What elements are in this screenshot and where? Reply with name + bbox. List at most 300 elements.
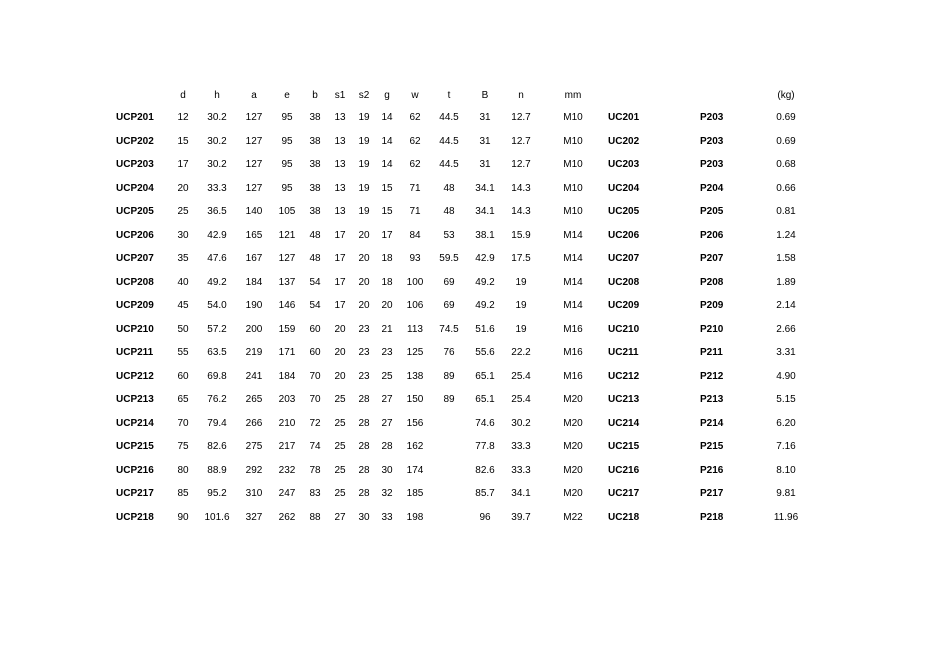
table-cell: M20 [563, 394, 583, 406]
housing-cell: P217 [700, 488, 724, 500]
table-cell: 74.6 [475, 417, 495, 429]
table-cell: 30.2 [207, 159, 227, 171]
table-cell: 30.2 [511, 417, 531, 429]
table-cell: 106 [406, 300, 424, 312]
table-cell: 19 [515, 300, 527, 312]
table-cell: 74.5 [439, 323, 459, 335]
table-cell: 95 [281, 159, 293, 171]
table-cell: 19 [358, 112, 370, 124]
model-cell: UCP201 [116, 112, 154, 124]
table-cell: 19 [358, 135, 370, 147]
table-cell: 0.68 [776, 159, 796, 171]
table-cell: 71 [409, 206, 421, 218]
insert-cell: UC211 [608, 347, 639, 359]
housing-cell: P212 [700, 370, 724, 382]
table-cell: 89 [443, 370, 455, 382]
table-cell: 1.24 [776, 229, 796, 241]
model-cell: UCP207 [116, 253, 154, 265]
table-cell: 14 [381, 159, 393, 171]
table-cell: 28 [358, 417, 370, 429]
table-cell: 38 [309, 206, 321, 218]
table-cell: 53 [443, 229, 455, 241]
table-cell [432, 412, 466, 436]
model-cell: UCP215 [116, 441, 154, 453]
table-cell: 11.96 [773, 511, 799, 523]
housing-cell: P203 [700, 135, 724, 147]
table-cell: 15 [381, 206, 393, 218]
table-cell: 23 [358, 347, 370, 359]
column-header: g [384, 89, 390, 101]
table-cell: 14.3 [511, 206, 531, 218]
table-cell: 35 [177, 253, 189, 265]
table-cell: 23 [358, 370, 370, 382]
insert-cell: UC207 [608, 253, 640, 265]
model-cell: UCP205 [116, 206, 154, 218]
table-cell: 85.7 [475, 488, 495, 500]
table-cell: 138 [406, 370, 424, 382]
model-cell: UCP209 [116, 300, 154, 312]
table-cell: 167 [245, 253, 263, 265]
table-cell: 219 [245, 347, 263, 359]
table-cell: 71 [409, 182, 421, 194]
table-cell: 198 [406, 511, 424, 523]
table-cell [432, 506, 466, 530]
housing-cell: P203 [700, 159, 724, 171]
table-cell: 25 [334, 417, 346, 429]
table-cell: 27 [334, 511, 346, 523]
table-cell: 62 [409, 159, 421, 171]
table-cell: 38 [309, 182, 321, 194]
table-cell: 47.6 [207, 253, 227, 265]
model-cell: UCP217 [116, 488, 154, 500]
table-cell: 2.14 [776, 300, 796, 312]
table-cell: 32 [381, 488, 393, 500]
table-cell: 266 [245, 417, 263, 429]
table-cell: 93 [409, 253, 421, 265]
insert-cell: UC201 [608, 112, 640, 124]
table-cell: 54 [309, 300, 321, 312]
housing-cell: P213 [700, 394, 724, 406]
table-cell: 38 [309, 112, 321, 124]
column-header: e [284, 89, 290, 101]
table-cell: 28 [358, 394, 370, 406]
table-cell: 19 [358, 206, 370, 218]
table-cell: 50 [177, 323, 189, 335]
housing-cell: P214 [700, 417, 724, 429]
table-cell: 33.3 [511, 441, 531, 453]
table-cell: 20 [358, 276, 370, 288]
table-cell: 27 [381, 417, 393, 429]
table-cell: 17 [177, 159, 189, 171]
table-cell: 69 [443, 300, 455, 312]
table-cell: 200 [245, 323, 263, 335]
table-cell: 95.2 [207, 488, 227, 500]
housing-cell: P204 [700, 182, 724, 194]
table-row [116, 271, 814, 295]
table-cell: 217 [278, 441, 296, 453]
table-cell: 65 [177, 394, 189, 406]
column-header [700, 84, 758, 106]
table-cell: M20 [563, 488, 583, 500]
table-cell: 89 [443, 394, 455, 406]
table-cell: 76 [443, 347, 455, 359]
table-cell: M10 [563, 135, 583, 147]
table-header-row [116, 84, 814, 106]
table-cell: 33.3 [207, 182, 227, 194]
model-cell: UCP202 [116, 135, 154, 147]
table-cell: 14 [381, 112, 393, 124]
insert-cell: UC205 [608, 206, 640, 218]
table-cell: 54.0 [207, 300, 227, 312]
table-cell: 54 [309, 276, 321, 288]
table-cell: 31 [479, 159, 491, 171]
table-cell: 75 [177, 441, 189, 453]
table-cell: 90 [177, 511, 189, 523]
table-row [116, 459, 814, 483]
table-cell: 4.90 [776, 370, 796, 382]
table-cell: 13 [334, 135, 346, 147]
table-cell: 88 [309, 511, 321, 523]
housing-cell: P209 [700, 300, 724, 312]
table-cell: 25.4 [511, 370, 531, 382]
table-cell: 0.66 [776, 182, 796, 194]
table-cell: 310 [245, 488, 263, 500]
table-row [116, 318, 814, 342]
insert-cell: UC216 [608, 464, 640, 476]
table-row [116, 341, 814, 365]
table-cell: 25 [334, 441, 346, 453]
table-cell: 12.7 [511, 159, 531, 171]
column-header: (kg) [777, 89, 795, 101]
table-cell: 17 [334, 253, 346, 265]
model-cell: UCP203 [116, 159, 154, 171]
table-cell: 48 [443, 182, 455, 194]
table-cell [432, 459, 466, 483]
table-cell: 45 [177, 300, 189, 312]
table-cell: 15 [381, 182, 393, 194]
table-cell: 127 [245, 159, 263, 171]
table-cell: 18 [381, 276, 393, 288]
table-cell: 48 [309, 229, 321, 241]
model-cell: UCP208 [116, 276, 154, 288]
table-cell: 19 [358, 159, 370, 171]
model-cell: UCP216 [116, 464, 154, 476]
table-cell: 70 [177, 417, 189, 429]
table-cell: 30 [381, 464, 393, 476]
table-row [116, 412, 814, 436]
table-cell: 80 [177, 464, 189, 476]
insert-cell: UC214 [608, 417, 640, 429]
table-cell: 210 [278, 417, 296, 429]
table-cell: 23 [381, 347, 393, 359]
table-cell: 79.4 [207, 417, 227, 429]
table-cell: 28 [358, 464, 370, 476]
table-cell: 265 [245, 394, 263, 406]
table-cell: 59.5 [439, 253, 459, 265]
table-cell: 0.81 [776, 206, 796, 218]
table-cell: M14 [563, 229, 583, 241]
model-cell: UCP204 [116, 182, 154, 194]
table-cell: 19 [358, 182, 370, 194]
table-cell: 42.9 [475, 253, 495, 265]
table-cell: 20 [381, 300, 393, 312]
table-cell: 28 [381, 441, 393, 453]
table-cell: 20 [358, 253, 370, 265]
table-cell: 88.9 [207, 464, 227, 476]
housing-cell: P215 [700, 441, 724, 453]
table-cell: 20 [334, 347, 346, 359]
table-cell: 31 [479, 135, 491, 147]
table-cell: 12.7 [511, 135, 531, 147]
table-cell: 96 [479, 511, 491, 523]
table-cell: 127 [278, 253, 296, 265]
insert-cell: UC210 [608, 323, 640, 335]
insert-cell: UC213 [608, 394, 640, 406]
table-cell: 9.81 [776, 488, 796, 500]
table-cell: 8.10 [776, 464, 796, 476]
table-cell: 31 [479, 112, 491, 124]
table-cell: 44.5 [439, 135, 459, 147]
table-cell: 84 [409, 229, 421, 241]
table-cell: 38.1 [475, 229, 495, 241]
table-cell: 171 [278, 347, 296, 359]
table-cell: 0.69 [776, 135, 796, 147]
table-cell: 203 [278, 394, 296, 406]
table-cell: 28 [358, 488, 370, 500]
column-header: t [447, 89, 451, 101]
table-cell: 25 [381, 370, 393, 382]
table-cell: 113 [407, 323, 423, 335]
table-cell: 62 [409, 112, 421, 124]
table-cell: 174 [406, 464, 424, 476]
table-cell: 38 [309, 135, 321, 147]
table-cell: 18 [381, 253, 393, 265]
table-cell: 34.1 [475, 206, 495, 218]
table-cell: M16 [563, 370, 583, 382]
table-cell: M14 [563, 253, 583, 265]
table-cell: 125 [406, 347, 424, 359]
column-header: w [411, 89, 419, 101]
table-cell: 85 [177, 488, 189, 500]
table-cell: 49.2 [475, 276, 495, 288]
table-cell: 185 [406, 488, 424, 500]
table-cell: 6.20 [776, 417, 796, 429]
table-cell: 262 [278, 511, 296, 523]
model-cell: UCP218 [116, 511, 154, 523]
table-cell: 28 [358, 441, 370, 453]
housing-cell: P210 [700, 323, 724, 335]
insert-cell: UC206 [608, 229, 640, 241]
table-cell: 19 [515, 276, 527, 288]
table-cell: 63.5 [207, 347, 227, 359]
table-cell: 17 [334, 300, 346, 312]
table-cell: 39.7 [511, 511, 531, 523]
table-cell: 140 [245, 206, 263, 218]
table-cell: 121 [278, 229, 296, 241]
table-row [116, 153, 814, 177]
table-cell: 327 [245, 511, 263, 523]
table-cell: 20 [358, 300, 370, 312]
table-cell: 25 [334, 394, 346, 406]
table-cell [432, 482, 466, 506]
table-cell: 241 [245, 370, 263, 382]
model-cell: UCP206 [116, 229, 154, 241]
table-cell: 36.5 [207, 206, 227, 218]
column-header [116, 84, 168, 106]
table-cell: 184 [278, 370, 296, 382]
table-row [116, 506, 814, 530]
table-cell: 27 [381, 394, 393, 406]
table-cell: 30.2 [207, 112, 227, 124]
table-cell: 95 [281, 182, 293, 194]
table-cell: 48 [443, 206, 455, 218]
model-cell: UCP210 [116, 323, 154, 335]
table-cell: 13 [334, 159, 346, 171]
table-cell: 70 [309, 394, 321, 406]
table-cell: 14 [381, 135, 393, 147]
table-cell: M16 [563, 347, 583, 359]
table-cell: 101.6 [204, 511, 230, 523]
table-cell: 17 [381, 229, 393, 241]
table-cell: 25 [177, 206, 189, 218]
table-cell: 72 [309, 417, 321, 429]
table-cell: 23 [358, 323, 370, 335]
column-header: b [312, 89, 318, 101]
table-cell: 184 [245, 276, 263, 288]
insert-cell: UC217 [608, 488, 640, 500]
table-cell: 12.7 [511, 112, 531, 124]
table-row [116, 482, 814, 506]
table-cell: 65.1 [475, 370, 495, 382]
table-cell: M14 [563, 300, 583, 312]
table-row [116, 388, 814, 412]
table-cell: 20 [177, 182, 189, 194]
table-cell: 60 [177, 370, 189, 382]
table-cell [432, 435, 466, 459]
column-header: d [180, 89, 186, 101]
column-header [608, 84, 700, 106]
table-cell: 0.69 [776, 112, 796, 124]
table-cell: 62 [409, 135, 421, 147]
table-cell: M22 [563, 511, 583, 523]
table-cell: 127 [245, 182, 263, 194]
insert-cell: UC212 [608, 370, 640, 382]
table-cell: 137 [278, 276, 296, 288]
table-cell: 162 [406, 441, 424, 453]
housing-cell: P211 [700, 347, 723, 359]
table-cell: 25 [334, 488, 346, 500]
table-cell: 40 [177, 276, 189, 288]
model-cell: UCP213 [116, 394, 154, 406]
column-header: B [481, 89, 489, 101]
table-cell: 13 [334, 112, 346, 124]
table-cell: M20 [563, 464, 583, 476]
bearing-spec-table [116, 84, 814, 529]
table-cell: 34.1 [475, 182, 495, 194]
table-cell: 55 [177, 347, 189, 359]
table-cell: M20 [563, 417, 583, 429]
model-cell: UCP212 [116, 370, 154, 382]
table-cell: 83 [309, 488, 321, 500]
table-cell: 100 [406, 276, 424, 288]
table-cell: 156 [406, 417, 424, 429]
table-cell: 1.89 [776, 276, 796, 288]
table-cell: 232 [278, 464, 296, 476]
table-cell: 17 [334, 276, 346, 288]
table-cell: 44.5 [439, 112, 459, 124]
table-cell: 33 [381, 511, 393, 523]
table-cell: 69.8 [207, 370, 227, 382]
table-cell: M10 [563, 159, 583, 171]
insert-cell: UC204 [608, 182, 640, 194]
table-cell: M20 [563, 441, 583, 453]
column-header: s1 [334, 89, 346, 101]
insert-cell: UC202 [608, 135, 640, 147]
table-cell: 159 [278, 323, 296, 335]
table-cell: 7.16 [776, 441, 796, 453]
table-cell: 78 [309, 464, 321, 476]
table-cell: 38 [309, 159, 321, 171]
table-row [116, 247, 814, 271]
table-cell: 95 [281, 112, 293, 124]
table-cell: 82.6 [207, 441, 227, 453]
table-cell: 13 [334, 182, 346, 194]
table-cell: M16 [563, 323, 583, 335]
table-cell: 19 [515, 323, 527, 335]
table-cell: 74 [309, 441, 321, 453]
insert-cell: UC215 [608, 441, 640, 453]
table-cell: 13 [334, 206, 346, 218]
table-cell: 3.31 [776, 347, 796, 359]
column-header: n [518, 89, 524, 101]
table-cell: 15 [177, 135, 189, 147]
table-cell: 127 [245, 112, 263, 124]
table-cell: 60 [309, 347, 321, 359]
table-cell: 275 [245, 441, 263, 453]
table-cell: 190 [245, 300, 263, 312]
housing-cell: P216 [700, 464, 724, 476]
insert-cell: UC218 [608, 511, 640, 523]
table-cell: 70 [309, 370, 321, 382]
table-cell: 14.3 [511, 182, 531, 194]
housing-cell: P208 [700, 276, 724, 288]
table-row [116, 365, 814, 389]
table-cell: M14 [563, 276, 583, 288]
table-cell: 15.9 [511, 229, 531, 241]
table-cell: 25 [334, 464, 346, 476]
table-cell: 20 [334, 370, 346, 382]
table-cell: 42.9 [207, 229, 227, 241]
table-cell: 48 [309, 253, 321, 265]
table-cell: 165 [245, 229, 263, 241]
table-row [116, 200, 814, 224]
table-cell: 44.5 [439, 159, 459, 171]
table-cell: 17.5 [511, 253, 531, 265]
insert-cell: UC208 [608, 276, 640, 288]
table-cell: M10 [563, 182, 583, 194]
model-cell: UCP211 [116, 347, 154, 359]
insert-cell: UC203 [608, 159, 640, 171]
table-cell: 51.6 [475, 323, 495, 335]
table-cell: 22.2 [511, 347, 531, 359]
table-cell: 57.2 [207, 323, 227, 335]
table-row [116, 435, 814, 459]
table-cell: 146 [278, 300, 296, 312]
table-cell: 247 [278, 488, 296, 500]
table-cell: M10 [563, 112, 583, 124]
column-header: s2 [358, 89, 370, 101]
housing-cell: P205 [700, 206, 724, 218]
